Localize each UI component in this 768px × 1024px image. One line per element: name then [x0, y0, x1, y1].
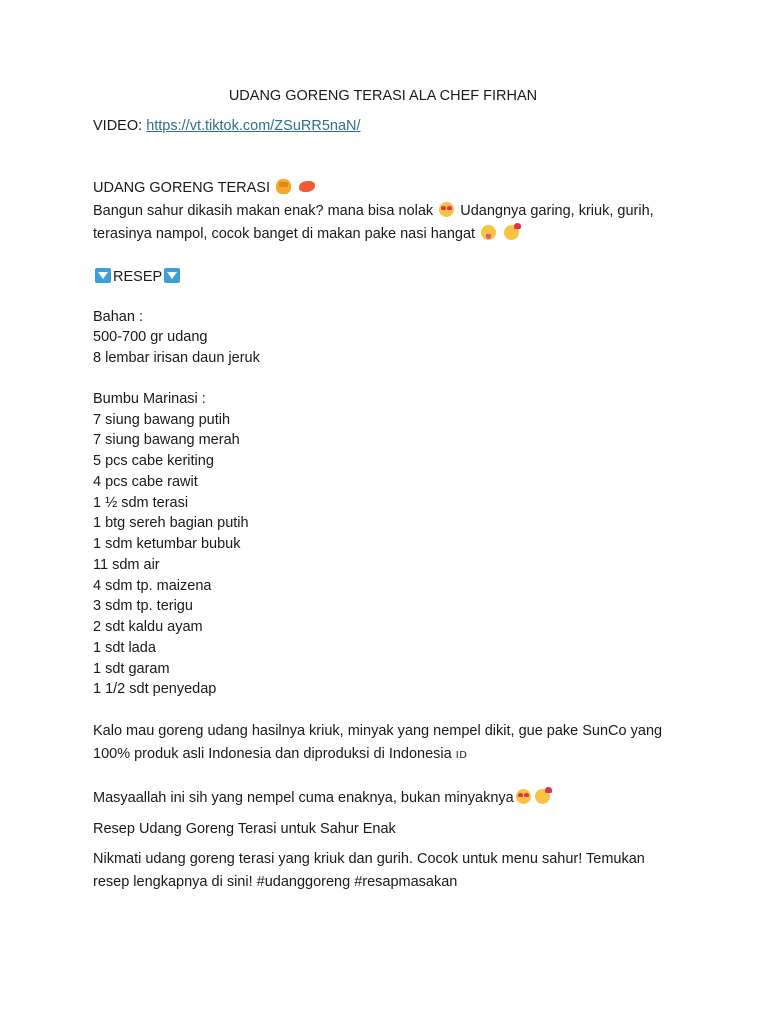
down-triangle-button-icon [95, 268, 111, 283]
document-content [93, 86, 683, 894]
bahan-section [93, 307, 683, 369]
video-label: VIDEO: [93, 117, 147, 134]
description [93, 848, 683, 894]
desc-line-2: resep lengkapnya di sini! #udanggoreng #resapmasakan [93, 874, 458, 891]
spacer [93, 137, 683, 177]
bumbu-section [93, 389, 683, 700]
down-triangle-button-icon [164, 268, 180, 283]
video-link[interactable]: https://vt.tiktok.com/ZSuRR5naN/ [146, 117, 361, 134]
heart-eyes-face-icon [516, 789, 531, 804]
resep-label: RESEP [113, 268, 163, 285]
closing-line: Masyaallah ini sih yang nempel cuma enaknya, bukan minyaknya [93, 787, 683, 810]
recipe-heading: UDANG GORENG TERASI [93, 177, 683, 200]
list-item: 1 sdm ketumbar bubuk [93, 536, 241, 553]
list-item: 3 sdm tp. terigu [93, 598, 193, 615]
list-item: 5 pcs cabe keriting [93, 453, 214, 470]
tongue-face-icon [481, 225, 496, 240]
spacer [93, 700, 683, 720]
video-line [93, 115, 683, 137]
indonesia-flag-icon: ID [455, 750, 468, 762]
list-item: 7 siung bawang putih [93, 411, 231, 428]
spacer [93, 289, 683, 307]
heart-eyes-face-icon [439, 202, 454, 217]
bahan-title: Bahan : [93, 308, 143, 325]
shrimp-icon [299, 181, 315, 192]
list-item: 8 lembar irisan daun jeruk [93, 350, 260, 367]
list-item: 2 sdt kaldu ayam [93, 619, 203, 636]
list-item: 4 sdm tp. maizena [93, 577, 212, 594]
intro-line-2: terasinya nampol, cocok banget di makan pake nasi hangat [93, 223, 683, 246]
spacer [93, 246, 683, 266]
list-item: 11 sdm air [93, 556, 160, 573]
spacer [93, 767, 683, 787]
smiling-face-with-hearts-icon [504, 225, 519, 240]
list-item: 1 sdt lada [93, 639, 156, 656]
subtitle: Resep Udang Goreng Terasi untuk Sahur Enak [93, 821, 396, 838]
spacer [93, 810, 683, 818]
list-item: 1 sdt garam [93, 660, 170, 677]
smiling-face-with-hearts-icon [535, 789, 550, 804]
raised-fist-icon [276, 179, 291, 194]
intro-line-1: Bangun sahur dikasih makan enak? mana bisa nolak Udangnya garing, kriuk, gurih, [93, 202, 654, 219]
list-item: 4 pcs cabe rawit [93, 473, 198, 490]
list-item: 1 ½ sdm terasi [93, 494, 189, 511]
list-item: 1 1/2 sdt penyedap [93, 681, 217, 698]
spacer [93, 369, 683, 389]
desc-line-1: Nikmati udang goreng terasi yang kriuk dan gurih. Cocok untuk menu sahur! Temukan [93, 851, 645, 868]
note-paragraph [93, 720, 683, 767]
list-item: 7 siung bawang merah [93, 432, 240, 449]
spacer [93, 841, 683, 848]
bumbu-title: Bumbu Marinasi : [93, 390, 206, 407]
doc-title: UDANG GORENG TERASI ALA CHEF FIRHAN [228, 88, 538, 104]
note-line-2: 100% produk asli Indonesia dan diproduksi di Indonesia ID [93, 746, 468, 763]
note-line-1: Kalo mau goreng udang hasilnya kriuk, minyak yang nempel dikit, gue pake SunCo yang [93, 723, 663, 740]
intro-block [93, 177, 683, 246]
list-item: 500-700 gr udang [93, 329, 208, 346]
resep-label-line [93, 266, 683, 289]
list-item: 1 btg sereh bagian putih [93, 515, 249, 532]
